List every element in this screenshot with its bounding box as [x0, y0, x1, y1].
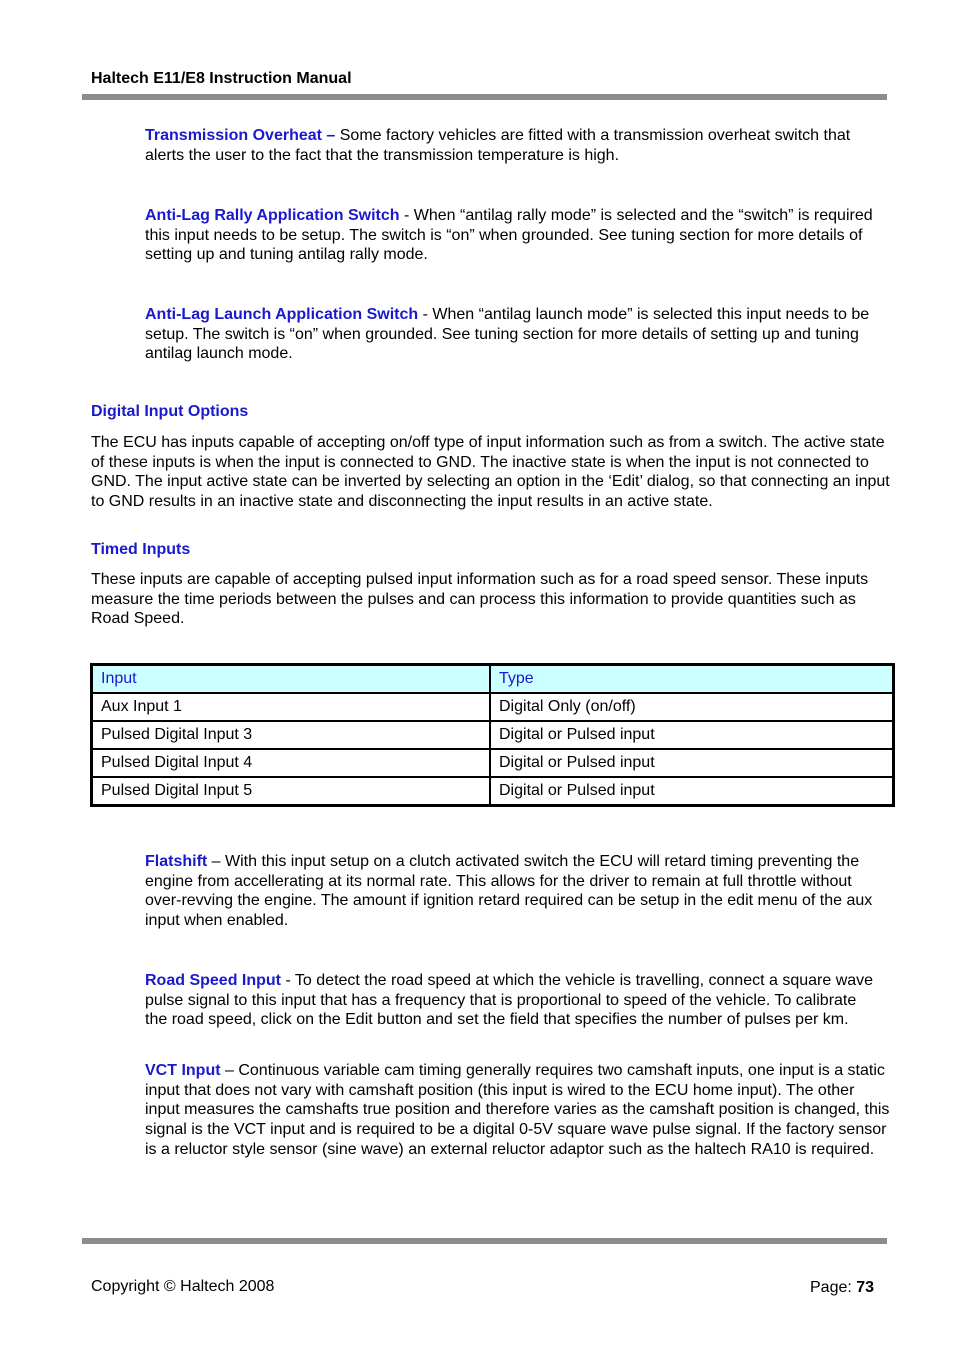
- heading-timed-inputs: Timed Inputs: [91, 541, 191, 558]
- table-cell: Pulsed Digital Input 3: [92, 721, 491, 749]
- document-header-title: Haltech E11/E8 Instruction Manual: [91, 70, 352, 87]
- table-row: [92, 721, 894, 749]
- term-label: Road Speed Input: [145, 972, 281, 989]
- table-cell: Pulsed Digital Input 4: [92, 749, 491, 777]
- item-description: - When “antilag launch mode” is selected this input needs to be setup. The switch is “on” when grounded. See tuning section for more details of setting up and tuning antilag launch mode.: [145, 306, 870, 363]
- item-description: – With this input setup on a clutch activated switch the ECU will retard timing preventing the engine from accellerating at its normal rate. This allows for the driver to remain at full throttle without over-revving the engine. The amount if ignition retard required can be setup in the edit menu of the aux input when enabled.: [145, 853, 873, 930]
- digital-input-body: The ECU has inputs capable of accepting on/off type of input information such as from a switch. The active state of these inputs is when the input is connected to GND. The inactive state is when the input is not connected to GND. The input active state can be inverted by selecting an option in the ‘Edit’ dialog, so that connecting an input to GND results in an inactive state and disconnecting the input results in an active state.: [91, 434, 890, 511]
- item-road-speed-input: [145, 971, 880, 1030]
- footer-divider: [82, 1238, 887, 1244]
- item-transmission-overheat: [145, 126, 875, 165]
- term-label: Anti-Lag Rally Application Switch: [145, 207, 400, 224]
- table-cell: Digital or Pulsed input: [490, 777, 894, 806]
- page-number: 73: [856, 1279, 875, 1296]
- timed-inputs-body: These inputs are capable of accepting pulsed input information such as for a road speed sensor. These inputs measure the time periods between the pulses and can process this information to provide quantities such as Road Speed.: [91, 571, 869, 628]
- table-header-row: [92, 665, 894, 694]
- table-row: [92, 749, 894, 777]
- table-row: [92, 777, 894, 806]
- table-cell: Aux Input 1: [92, 693, 491, 721]
- table-cell: Digital or Pulsed input: [490, 749, 894, 777]
- item-description: - To detect the road speed at which the vehicle is travelling, connect a square wave pulse signal to this input that has a frequency that is proportional to speed of the vehicle. To calibrate the road speed, click on the Edit button and set the field that specifies the number of pulses per km.: [145, 972, 874, 1029]
- table-cell: Pulsed Digital Input 5: [92, 777, 491, 806]
- item-description: – Continuous variable cam timing generally requires two camshaft inputs, one input is a static input that does not vary with camshaft position (this input is wired to the ECU home input). The other input measures the camshafts true position and therefore varies as the camshaft position is changed, this signal is the VCT input and is required to be a digital 0-5V square wave pulse signal. If the factory sensor is a reluctor style sensor (sine wave) an external reluctor adaptor such as the haltech RA10 is required.: [145, 1062, 890, 1158]
- item-description: - When “antilag rally mode” is selected and the “switch” is required this input needs to be setup. The switch is “on” when grounded. See tuning section for more details of setting up and tuning antilag rally mode.: [145, 207, 873, 264]
- term-label: VCT Input: [145, 1062, 221, 1079]
- header-divider: [82, 94, 887, 100]
- item-description: Some factory vehicles are fitted with a transmission overheat switch that alerts the user to the fact that the transmission temperature is high.: [145, 127, 851, 164]
- item-flatshift: [145, 852, 880, 931]
- table-cell: Digital Only (on/off): [490, 693, 894, 721]
- footer-page: [810, 1279, 874, 1297]
- item-antilag-rally: [145, 206, 875, 265]
- page-label: Page:: [810, 1279, 857, 1296]
- item-antilag-launch: [145, 305, 880, 364]
- term-label: Flatshift: [145, 853, 208, 870]
- table-header-cell: Type: [490, 665, 894, 694]
- table-cell: Digital or Pulsed input: [490, 721, 894, 749]
- heading-digital-input-options: Digital Input Options: [91, 403, 249, 420]
- footer-copyright: Copyright © Haltech 2008: [91, 1278, 275, 1295]
- input-type-table: [90, 663, 895, 807]
- term-label: Anti-Lag Launch Application Switch: [145, 306, 419, 323]
- table-header-cell: Input: [92, 665, 491, 694]
- item-vct-input: [145, 1061, 890, 1160]
- table-row: [92, 693, 894, 721]
- term-label: Transmission Overheat –: [145, 127, 336, 144]
